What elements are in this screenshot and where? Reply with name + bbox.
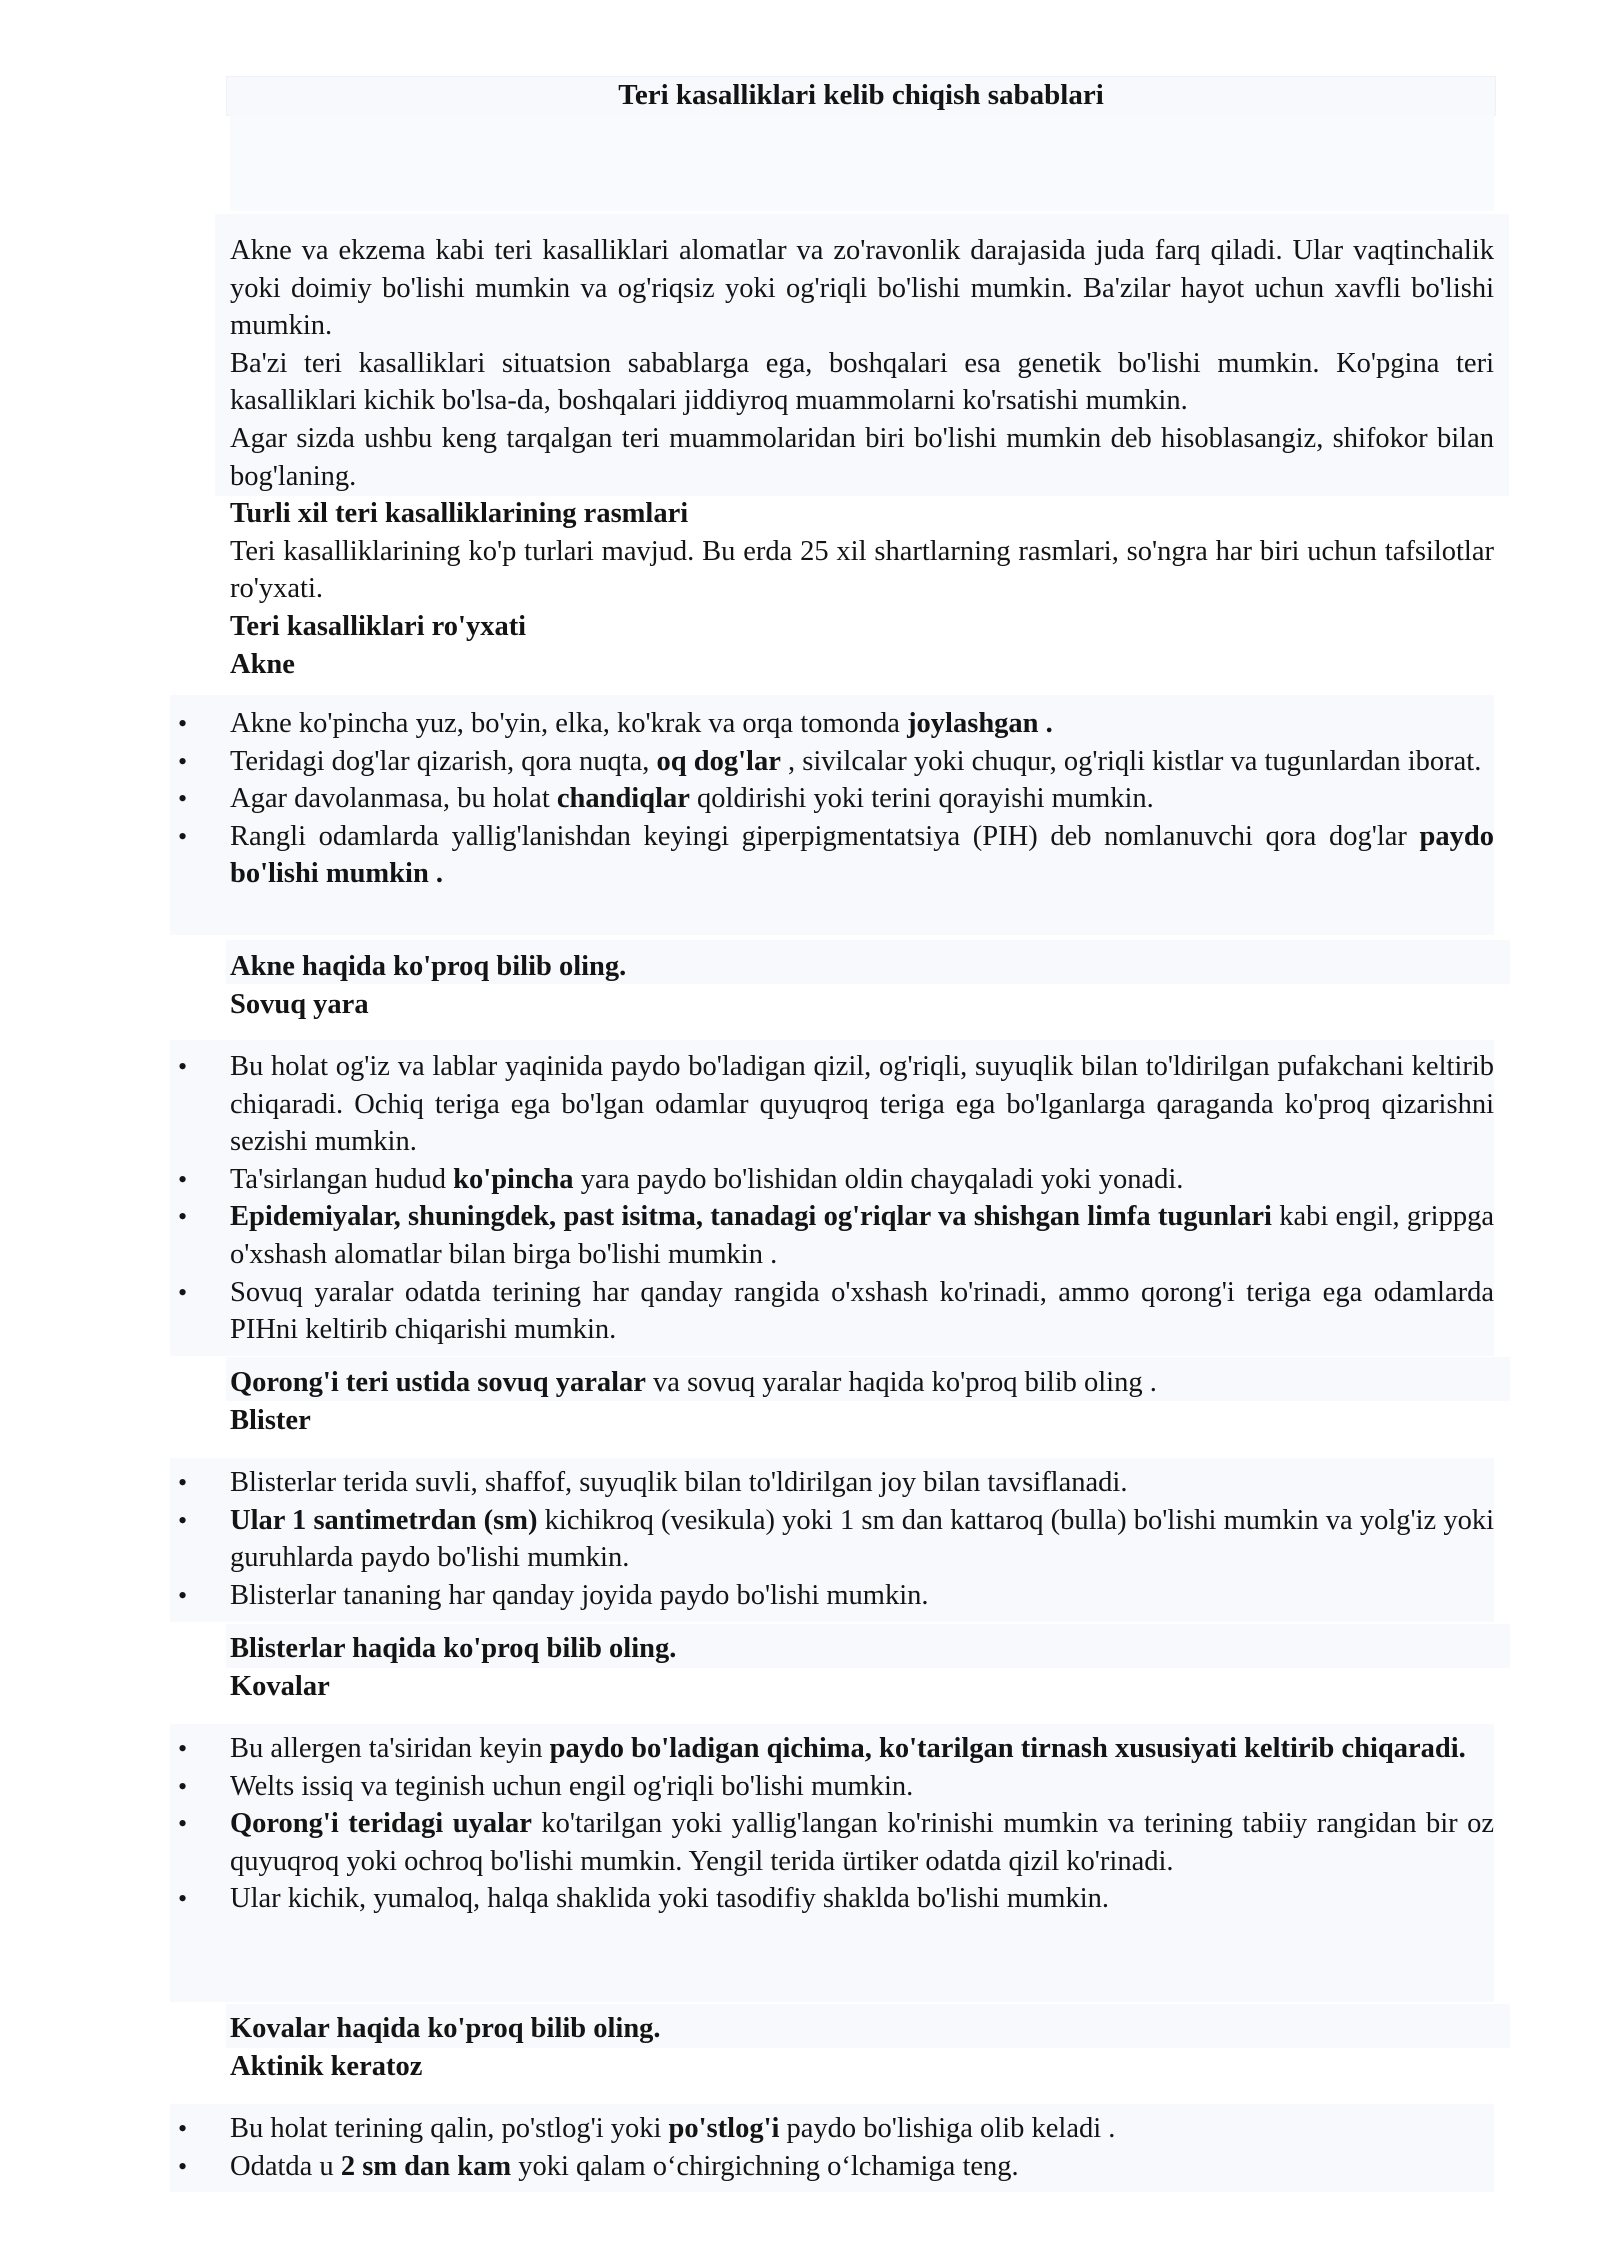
blister-more-block xyxy=(230,1630,1494,1705)
sovuq-yara-list xyxy=(230,1048,1494,1349)
list-item: • Bu holat og'iz va lablar yaqinida paydo bo'ladigan qizil, og'riqli, suyuqlik bilan to'ldirilgan pufakchani keltirib chiqaradi. Ochiq teriga ega bo'lgan odamlar quyuqroq teriga ega bo'lganlarga qaraganda ko'proq qizarishni sezishi mumkin. xyxy=(230,1048,1494,1161)
intro-paragraph-2: Ba'zi teri kasalliklari situatsion sabablarga ega, boshqalari esa genetik bo'lishi mumkin. Ko'pgina teri kasalliklari kichik bo'lsa-da, boshqalari jiddiyroq muammolarni ko'rsatishi mumkin. xyxy=(230,347,1494,417)
sovuq-more-block xyxy=(230,1364,1494,1439)
kovalar-more-block xyxy=(230,2010,1494,2085)
list-item: • Ta'sirlangan hudud ko'pincha yara paydo bo'lishidan oldin chayqaladi yoki yonadi. xyxy=(230,1161,1494,1199)
sovuq-yara-learn-more: Qorong'i teri ustida sovuq yaralar va sovuq yaralar haqida ko'proq bilib oling . xyxy=(230,1367,1157,1398)
list-item: • Blisterlar tananing har qanday joyida paydo bo'lishi mumkin. xyxy=(230,1577,1494,1615)
kovalar-list xyxy=(230,1730,1494,1918)
list-item: • Bu holat terining qalin, po'stlog'i yoki po'stlog'i paydo bo'lishiga olib keladi . xyxy=(230,2110,1494,2148)
intro-paragraph-1: Akne va ekzema kabi teri kasalliklari alomatlar va zo'ravonlik darajasida juda farq qiladi. Ular vaqtinchalik yoki doimiy bo'lishi mumkin va og'riqsiz yoki og'riqli bo'lishi mumkin. Ba'zilar hayot uchun xavfli bo'lishi mumkin. xyxy=(230,235,1494,342)
heading-akne: Akne xyxy=(230,648,295,680)
heading-sovuq-yara: Sovuq yara xyxy=(230,988,369,1020)
list-item: • Teridagi dog'lar qizarish, qora nuqta, oq dog'lar , sivilcalar yoki chuqur, og'riqli kistlar va tugunlardan iborat. xyxy=(230,743,1494,781)
list-item: • Akne ko'pincha yuz, bo'yin, elka, ko'krak va orqa tomonda joylashgan . xyxy=(230,705,1494,743)
heading-blister: Blister xyxy=(230,1404,311,1436)
akne-more-block xyxy=(230,948,1494,1023)
blister-learn-more: Blisterlar haqida ko'proq bilib oling. xyxy=(230,1633,677,1664)
heading-disease-list: Teri kasalliklari ro'yxati xyxy=(230,610,527,642)
akne-learn-more: Akne haqida ko'proq bilib oling. xyxy=(230,951,627,982)
title-spacer xyxy=(230,115,1494,211)
list-item: • Welts issiq va teginish uchun engil og'riqli bo'lishi mumkin. xyxy=(230,1768,1494,1806)
intro-section xyxy=(230,232,1494,683)
list-item: • Odatda u 2 sm dan kam yoki qalam oʻchirgichning oʻlchamiga teng. xyxy=(230,2148,1494,2186)
list-item: • Ular 1 santimetrdan (sm) kichikroq (vesikula) yoki 1 sm dan kattaroq (bulla) bo'lishi mumkin va yolg'iz yoki guruhlarda paydo bo'lishi mumkin. xyxy=(230,1502,1494,1577)
kovalar-learn-more: Kovalar haqida ko'proq bilib oling. xyxy=(230,2013,661,2044)
intro-paragraph-3: Agar sizda ushbu keng tarqalgan teri muammolaridan biri bo'lishi mumkin deb hisoblasangiz, shifokor bilan bog'laning. xyxy=(230,422,1494,492)
akne-list xyxy=(230,705,1494,893)
list-item: • Bu allergen ta'siridan keyin paydo bo'ladigan qichima, ko'tarilgan tirnash xususiyati keltirib chiqaradi. xyxy=(230,1730,1494,1768)
list-item: • Ular kichik, yumaloq, halqa shaklida yoki tasodifiy shaklda bo'lishi mumkin. xyxy=(230,1880,1494,1918)
heading-kovalar: Kovalar xyxy=(230,1670,330,1702)
list-item: • Sovuq yaralar odatda terining har qanday rangida o'xshash ko'rinadi, ammo qorong'i teriga ega odamlarda PIHni keltirib chiqarishi mumkin. xyxy=(230,1274,1494,1349)
list-item: • Blisterlar terida suvli, shaffof, suyuqlik bilan to'ldirilgan joy bilan tavsiflanadi. xyxy=(230,1464,1494,1502)
aktinik-list xyxy=(230,2110,1494,2185)
list-item: • Agar davolanmasa, bu holat chandiqlar qoldirishi yoki terini qorayishi mumkin. xyxy=(230,780,1494,818)
list-item: • Epidemiyalar, shuningdek, past isitma, tanadagi og'riqlar va shishgan limfa tugunlari kabi engil, grippga o'xshash alomatlar bilan birga bo'lishi mumkin . xyxy=(230,1198,1494,1273)
list-item: • Rangli odamlarda yallig'lanishdan keyingi giperpigmentatsiya (PIH) deb nomlanuvchi qora dog'lar paydo bo'lishi mumkin . xyxy=(230,818,1494,893)
intro-paragraph-4: Teri kasalliklarining ko'p turlari mavjud. Bu erda 25 xil shartlarning rasmlari, so'ngra har biri uchun tafsilotlar ro'yxati. xyxy=(230,535,1494,605)
title-block xyxy=(226,76,1496,116)
heading-aktinik-keratoz: Aktinik keratoz xyxy=(230,2050,423,2082)
document-title: Teri kasalliklari kelib chiqish sabablari xyxy=(618,79,1104,111)
list-item: • Qorong'i teridagi uyalar ko'tarilgan yoki yallig'langan ko'rinishi mumkin va terining tabiiy rangidan bir oz quyuqroq yoki ochroq bo'lishi mumkin. Yengil terida ürtiker odatda qizil ko'rinadi. xyxy=(230,1805,1494,1880)
heading-pictures: Turli xil teri kasalliklarining rasmlari xyxy=(230,498,689,530)
blister-list xyxy=(230,1464,1494,1614)
